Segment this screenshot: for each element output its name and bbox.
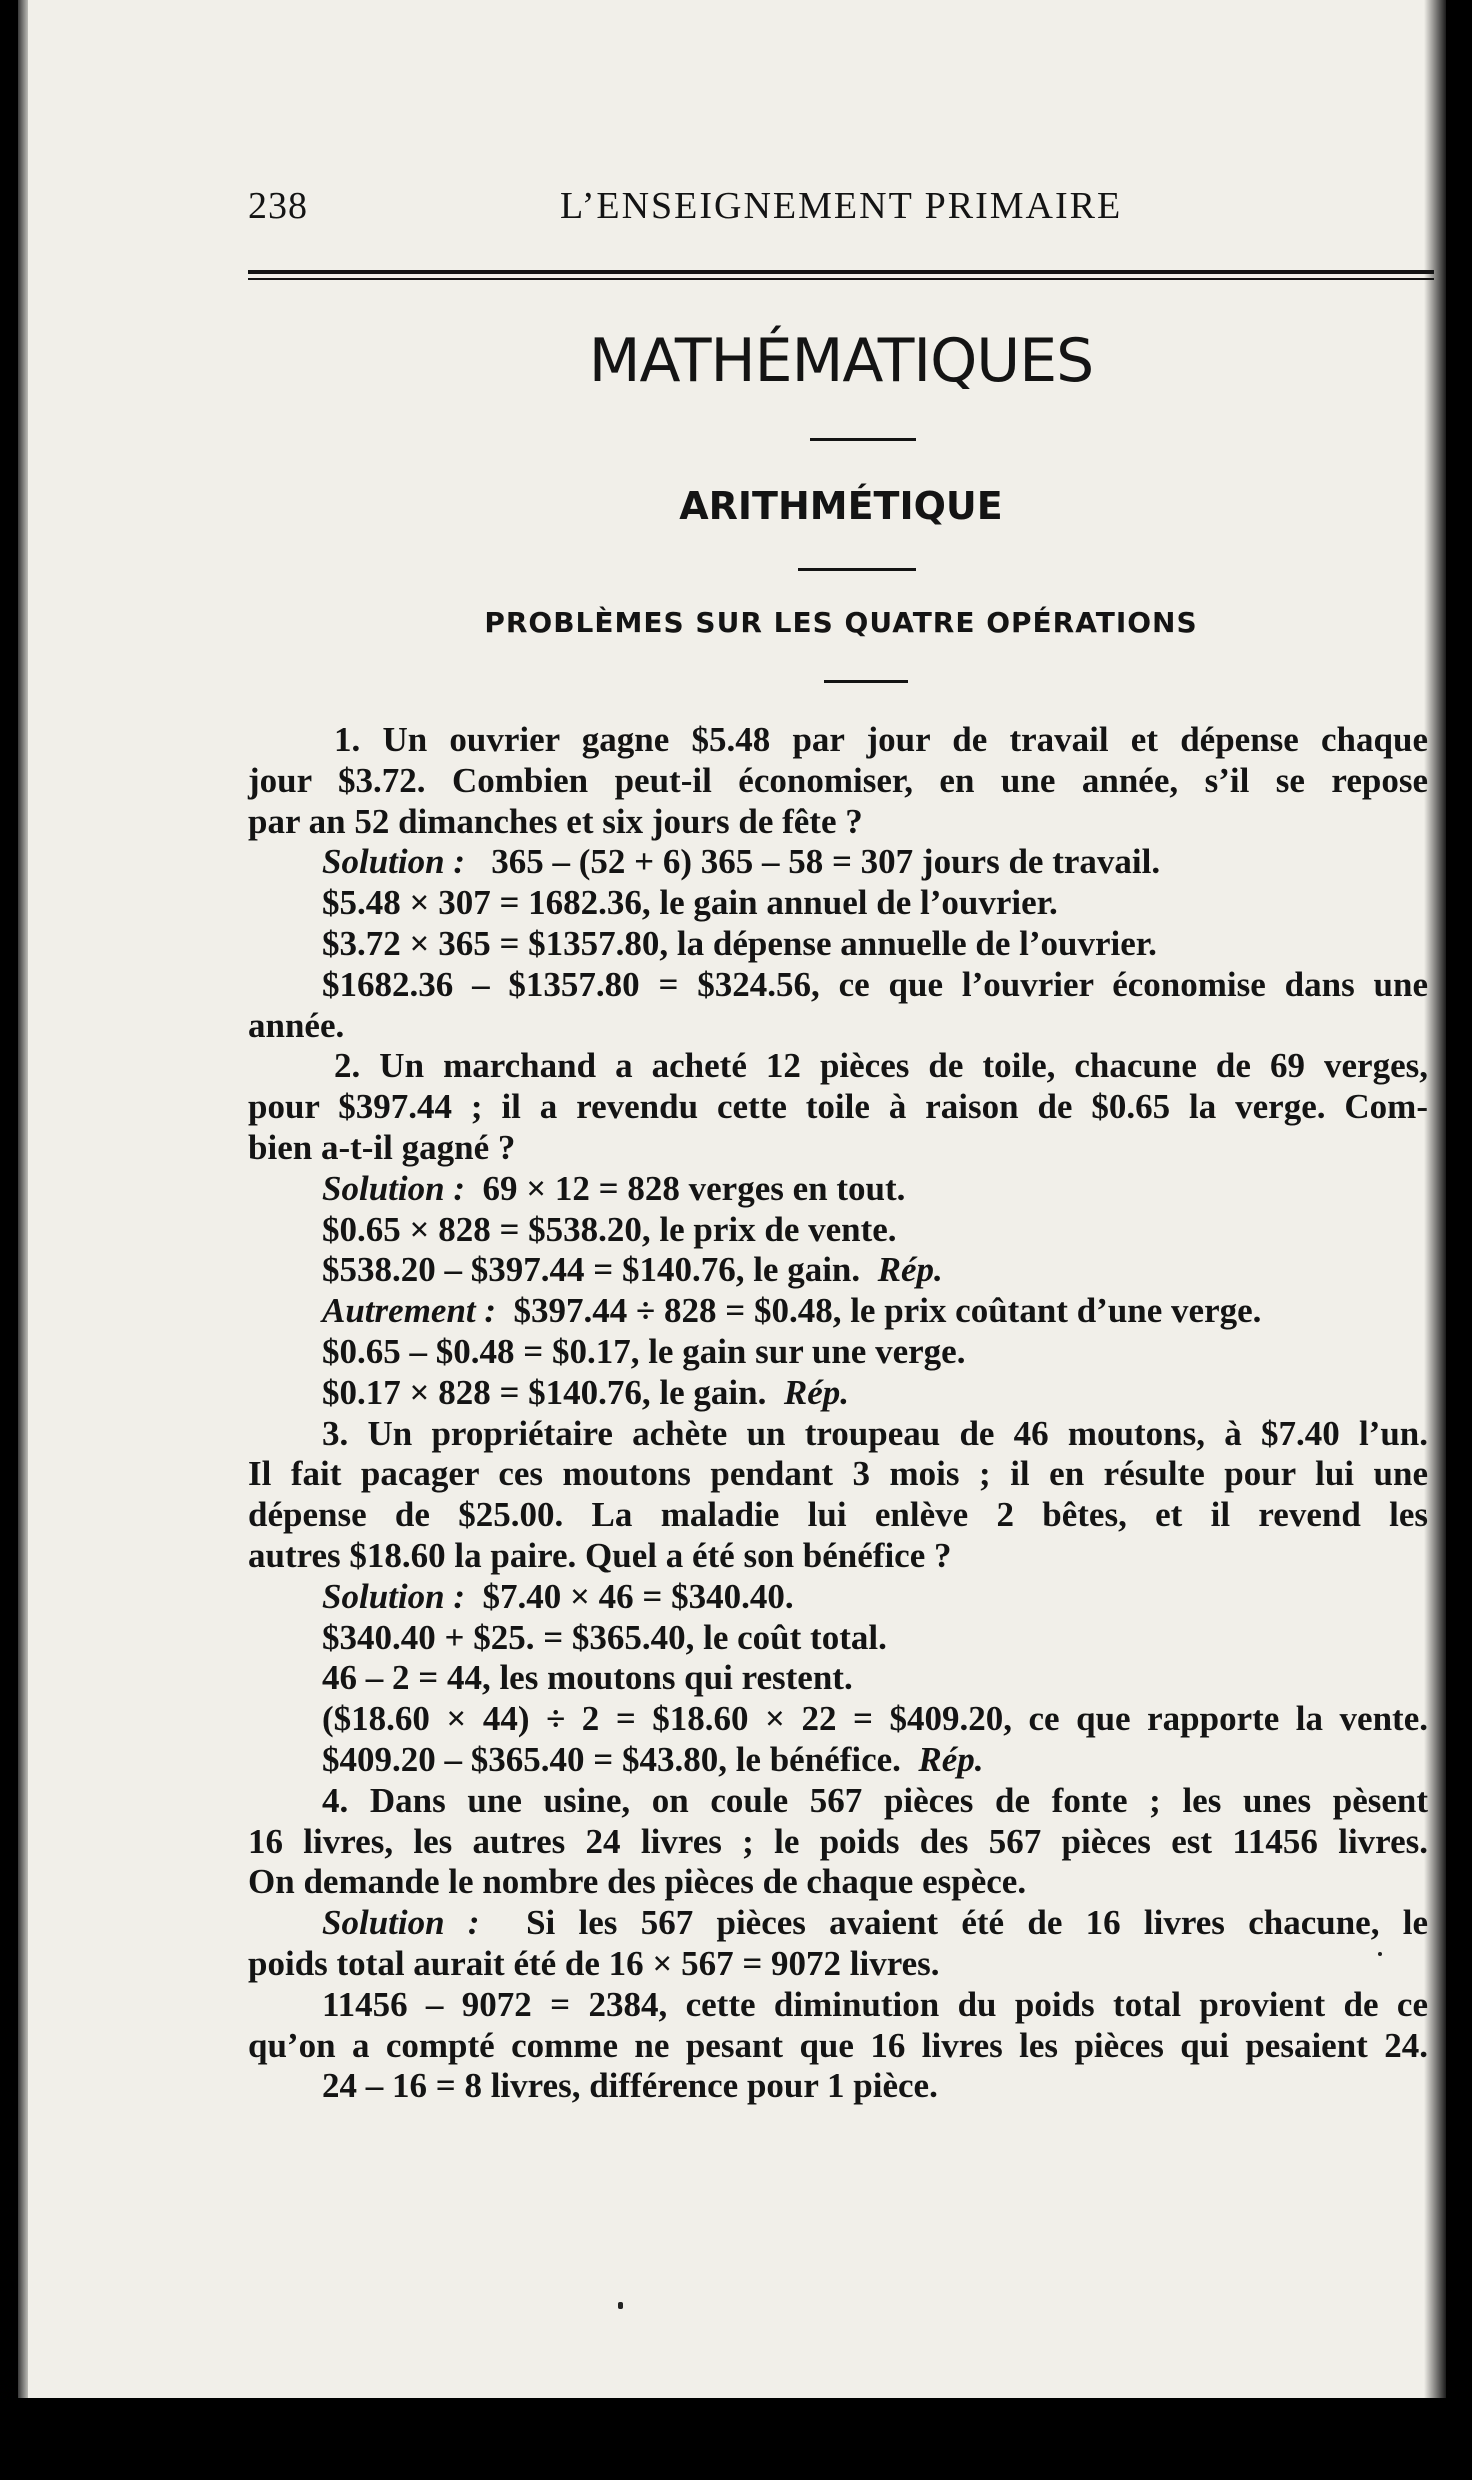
text-line: par an 52 dimanches et six jours de fête ? — [248, 801, 863, 841]
text-line: jour $3.72. Combien peut-il économiser, en une année, s’il se repose — [248, 760, 1428, 800]
ink-speck — [618, 2302, 623, 2309]
text-line: $1682.36 – $1357.80 = $324.56, ce que l’ouvrier économise dans une — [322, 964, 1428, 1004]
text-line: Solution : 69 × 12 = 828 verges en tout. — [322, 1168, 906, 1208]
text-line: poids total aurait été de 16 × 567 = 9072 livres. — [248, 1943, 940, 1983]
text-line: On demande le nombre des pièces de chaque espèce. — [248, 1862, 1027, 1902]
text-line: autres $18.60 la paire. Quel a été son bénéfice ? — [248, 1535, 952, 1575]
text-line: bien a-t-il gagné ? — [248, 1127, 516, 1167]
text-line: $0.17 × 828 = $140.76, le gain. Rép. — [322, 1372, 849, 1412]
scan-bottom-margin — [0, 2398, 1472, 2480]
text-line: qu’on a compté comme ne pesant que 16 livres les pièces qui pesaient 24. — [248, 2025, 1428, 2065]
subtitle-dash — [798, 568, 916, 571]
section-title: MATHÉMATIQUES — [588, 326, 1094, 396]
solution-label: Solution : — [322, 1903, 480, 1943]
header-rule-thin — [248, 278, 1434, 280]
page-spine-shadow — [18, 0, 28, 2398]
text-line: ($18.60 × 44) ÷ 2 = $18.60 × 22 = $409.20, ce que rapporte la vente. — [322, 1699, 1428, 1739]
text-line: $3.72 × 365 = $1357.80, la dépense annuelle de l’ouvrier. — [322, 923, 1157, 963]
text-line: 4. Dans une usine, on coule 567 pièces de fonte ; les unes pèsent — [322, 1780, 1428, 1820]
journal-title: L’ENSEIGNEMENT PRIMAIRE — [560, 185, 1123, 227]
text-line: pour $397.44 ; il a revendu cette toile à raison de $0.65 la verge. Com- — [248, 1087, 1428, 1127]
text-line: 16 livres, les autres 24 livres ; le poids des 567 pièces est 11456 livres. — [248, 1821, 1428, 1861]
text-line: Solution : Si les 567 pièces avaient été de 16 livres chacune, le — [322, 1903, 1428, 1943]
text-line: $0.65 × 828 = $538.20, le prix de vente. — [322, 1209, 897, 1249]
text-line: $0.65 – $0.48 = $0.17, le gain sur une verge. — [322, 1331, 966, 1371]
title-dash — [810, 438, 916, 441]
text-line: $409.20 – $365.40 = $43.80, le bénéfice. Rép. — [322, 1739, 984, 1779]
text-line: 11456 – 9072 = 2384, cette diminution du poids total provient de ce — [322, 1984, 1428, 2024]
page-number: 238 — [248, 185, 308, 227]
text-line: Solution : $7.40 × 46 = $340.40. — [322, 1576, 794, 1616]
book-page — [18, 0, 1446, 2398]
solution-label: Solution : — [322, 842, 465, 882]
text-line: $340.40 + $25. = $365.40, le coût total. — [322, 1617, 887, 1657]
problems-body — [248, 720, 1428, 2107]
text-line: 24 – 16 = 8 livres, différence pour 1 pièce. — [322, 2066, 938, 2106]
text-line: Autrement : $397.44 ÷ 828 = $0.48, le prix coûtant d’une verge. — [322, 1291, 1262, 1331]
header-rule-thick — [248, 270, 1434, 274]
rep-label: Rép. — [877, 1250, 943, 1290]
text-line: 1. Un ouvrier gagne $5.48 par jour de travail et dépense chaque — [334, 720, 1428, 759]
section-subtitle: ARITHMÉTIQUE — [679, 484, 1003, 528]
rep-label: Rép. — [918, 1739, 984, 1779]
text-line: Il fait pacager ces moutons pendant 3 mois ; il en résulte pour lui une — [248, 1454, 1428, 1494]
text-line: Solution : 365 – (52 + 6) 365 – 58 = 307 jours de travail. — [322, 842, 1161, 882]
heading-dash — [824, 680, 908, 683]
rep-label: Rép. — [783, 1372, 849, 1412]
ink-speck — [1378, 1952, 1382, 1956]
autrement-label: Autrement : — [322, 1291, 497, 1331]
solution-label: Solution : — [322, 1168, 465, 1208]
text-line: 3. Un propriétaire achète un troupeau de 46 moutons, à $7.40 l’un. — [322, 1413, 1428, 1453]
text-line: 46 – 2 = 44, les moutons qui restent. — [322, 1658, 853, 1698]
text-line: dépense de $25.00. La maladie lui enlève 2 bêtes, et il revend les — [248, 1495, 1428, 1535]
section-heading: PROBLÈMES SUR LES QUATRE OPÉRATIONS — [484, 606, 1198, 639]
text-line: $538.20 – $397.44 = $140.76, le gain. Rép. — [322, 1250, 943, 1290]
text-line: 2. Un marchand a acheté 12 pièces de toile, chacune de 69 verges, — [334, 1046, 1428, 1086]
text-line: année. — [248, 1005, 345, 1045]
running-head — [248, 184, 1168, 230]
solution-label: Solution : — [322, 1576, 465, 1616]
text-line: $5.48 × 307 = 1682.36, le gain annuel de l’ouvrier. — [322, 883, 1058, 923]
